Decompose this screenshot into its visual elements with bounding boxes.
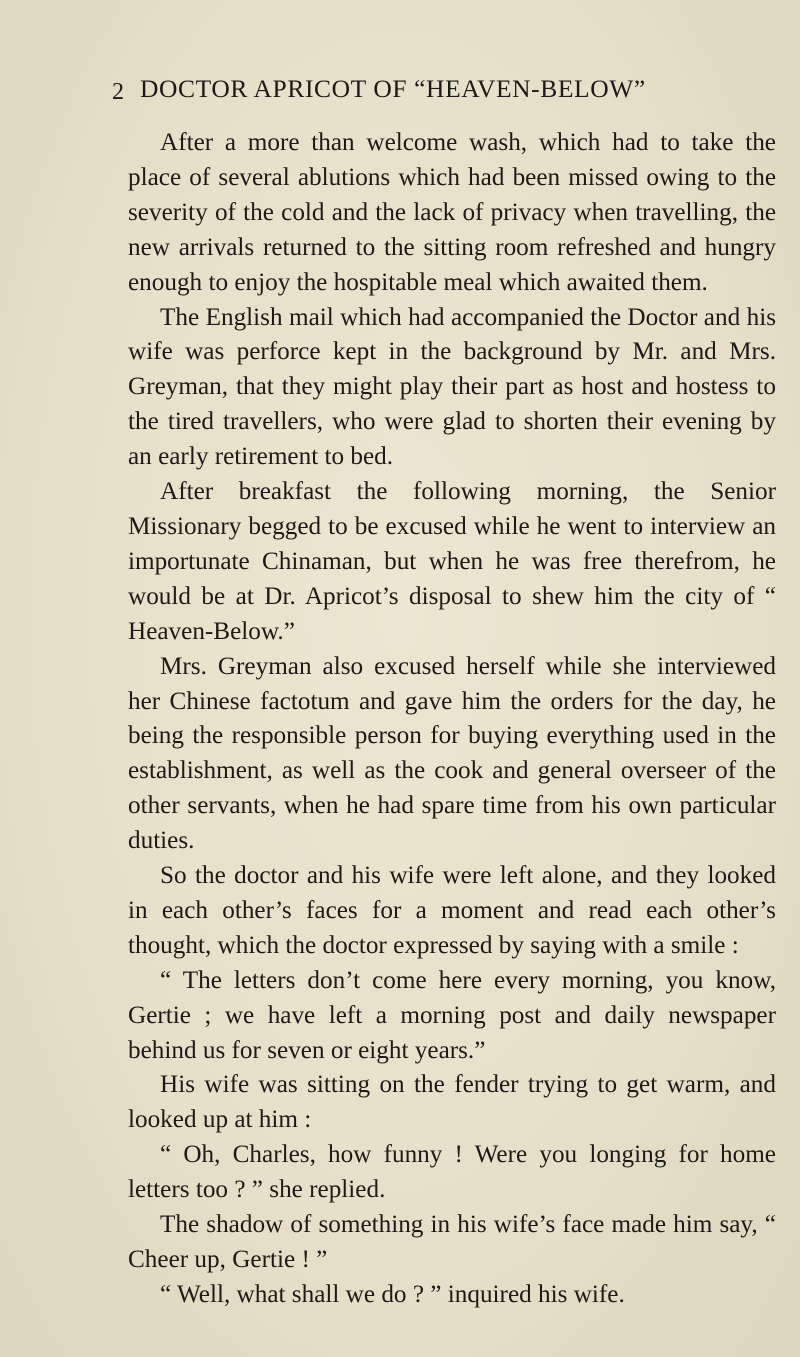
body-text [128,126,776,1313]
paragraph: His wife was sitting on the fender trying to get warm, and looked up at him : [128,1071,776,1134]
paragraph: After a more than welcome wash, which had to take the place of several ablutions which had been missed owing to the severity of the cold and the lack of privacy when travelling, the new arrivals returned to the sitting room refreshed and hungry enough to enjoy the hospitable meal which awaited them. [128,129,776,296]
running-title: DOCTOR APRICOT OF “HEAVEN-BELOW” [140,74,646,103]
paragraph: “ The letters don’t come here every morning, you know, Gertie ; we have left a morning post and daily newspaper behind us for seven or eight years.” [128,966,776,1064]
paragraph: “ Oh, Charles, how funny ! Were you longing for home letters too ? ” she replied. [128,1141,776,1204]
paragraph: After breakfast the following morning, the Senior Missionary begged to be excused while he went to interview an importunate Chinaman, but when he was free therefrom, he would be at Dr. Apricot’s disposal to shew him the city of “ Heaven-Below.” [128,478,776,645]
paragraph: The shadow of something in his wife’s face made him say, “ Cheer up, Gertie ! ” [128,1211,776,1273]
page-number: 2 [112,79,125,105]
paragraph: The English mail which had accompanied the Doctor and his wife was perforce kept in the background by Mr. and Mrs. Greyman, that they might play their part as host and hostess to the tired travellers, who were glad to shorten their evening by an early retirement to bed. [128,303,776,471]
paragraph: Mrs. Greyman also excused herself while she interviewed her Chinese factotum and gave him the orders for the day, he being the responsible person for buying everything used in the establishment, as well as the cook and general overseer of the other servants, when he had spare time from his own particular duties. [128,652,776,855]
page-header [112,74,752,108]
paragraph: So the doctor and his wife were left alone, and they looked in each other’s faces for a moment and read each other’s thought, which the doctor expressed by saying with a smile : [128,862,776,959]
paragraph: “ Well, what shall we do ? ” inquired his wife. [160,1280,625,1308]
